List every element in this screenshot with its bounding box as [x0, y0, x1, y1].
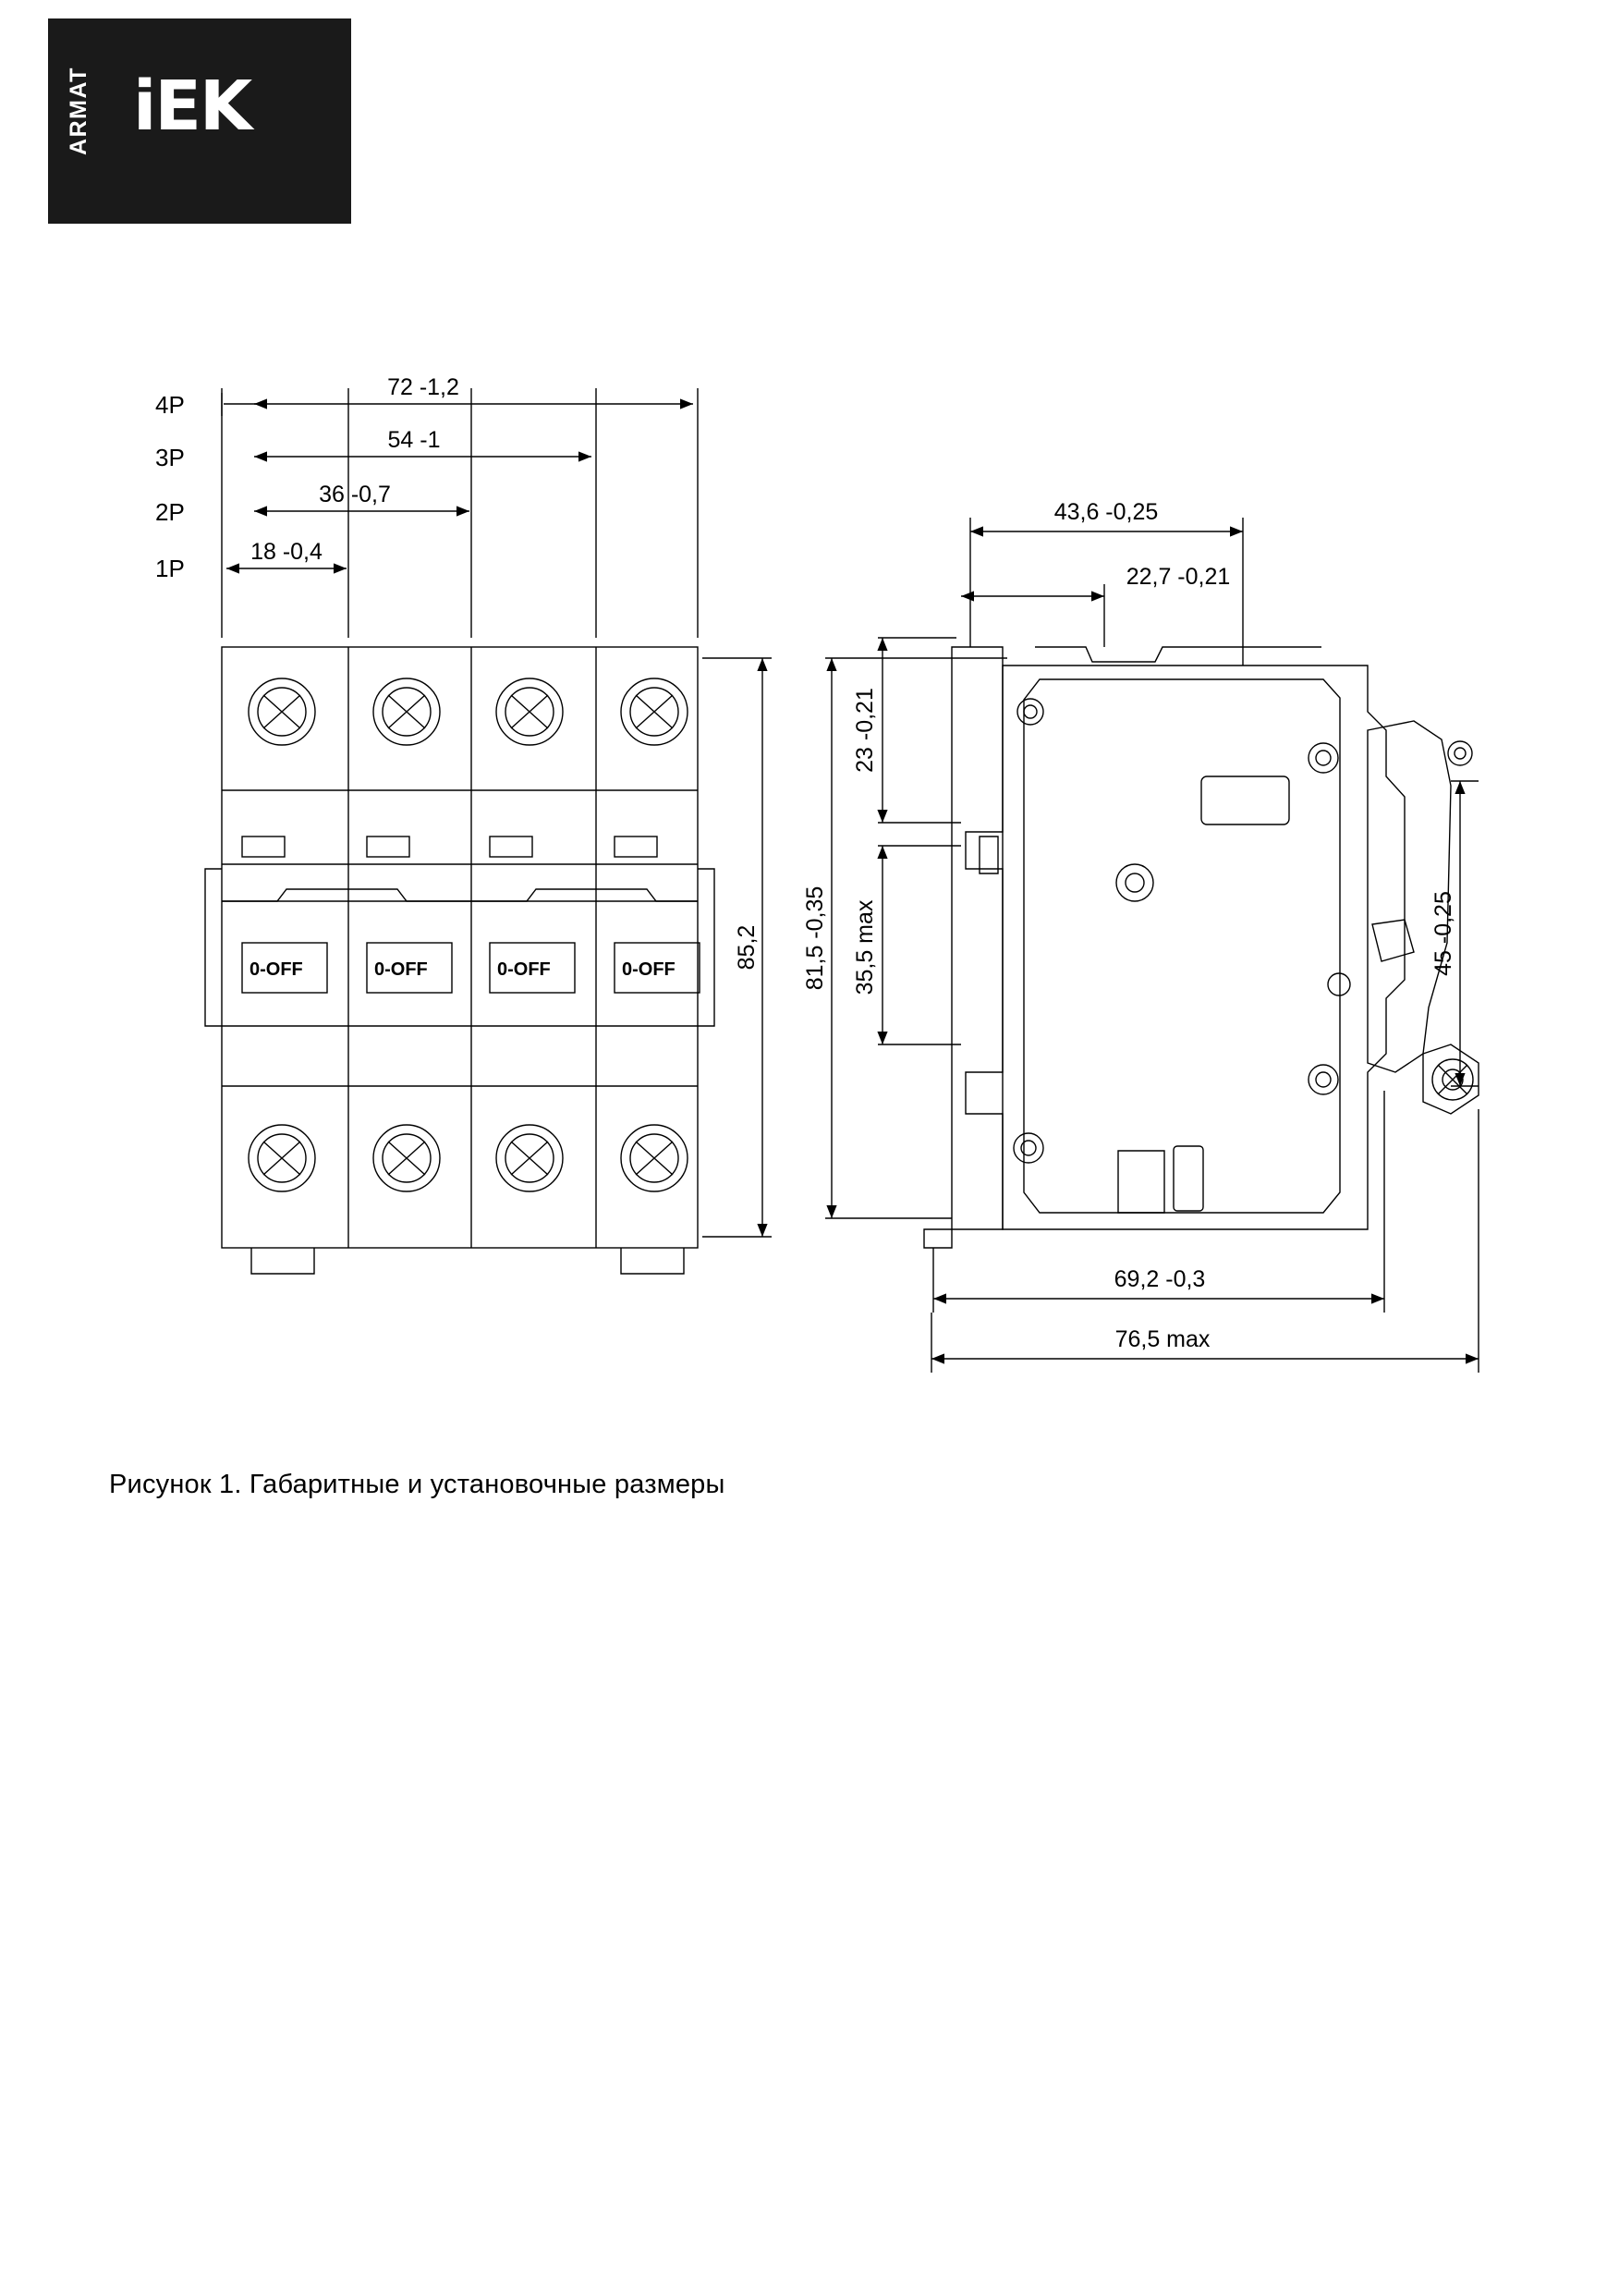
iek-logo: iEK	[133, 67, 251, 146]
dim-2p-width: 36 -0,7	[319, 482, 391, 507]
switch-label-2: 0-OFF	[497, 959, 551, 980]
dim-total-depth: 69,2 -0,3	[1114, 1266, 1206, 1292]
dim-max-depth: 76,5 max	[1114, 1326, 1211, 1352]
pole-label-4p: 4P	[155, 391, 185, 419]
pole-label-2p: 2P	[155, 498, 185, 526]
brand-vertical-label: ARMAT	[66, 67, 91, 155]
dim-terminal-height: 45 -0,25	[1430, 891, 1456, 976]
dim-height-852: 85,2	[734, 924, 760, 971]
figure-caption: Рисунок 1. Габаритные и установочные размеры	[109, 1470, 725, 1499]
switch-label-0: 0-OFF	[250, 959, 303, 980]
dim-3p-width: 54 -1	[387, 427, 441, 453]
dim-4p-width: 72 -1,2	[387, 374, 459, 400]
pole-label-1p: 1P	[155, 555, 185, 582]
dim-depth-top: 43,6 -0,25	[1053, 499, 1159, 525]
dim-1p-width: 18 -0,4	[250, 539, 323, 565]
pole-label-3p: 3P	[155, 444, 185, 471]
dim-rail-notch: 22,7 -0,21	[1126, 564, 1231, 590]
dim-body-height: 81,5 -0,35	[802, 885, 828, 991]
dim-din-height: 23 -0,21	[852, 688, 878, 773]
switch-label-3: 0-OFF	[622, 959, 676, 980]
switch-label-1: 0-OFF	[374, 959, 428, 980]
dim-mount-height: 35,5 max	[852, 899, 878, 995]
